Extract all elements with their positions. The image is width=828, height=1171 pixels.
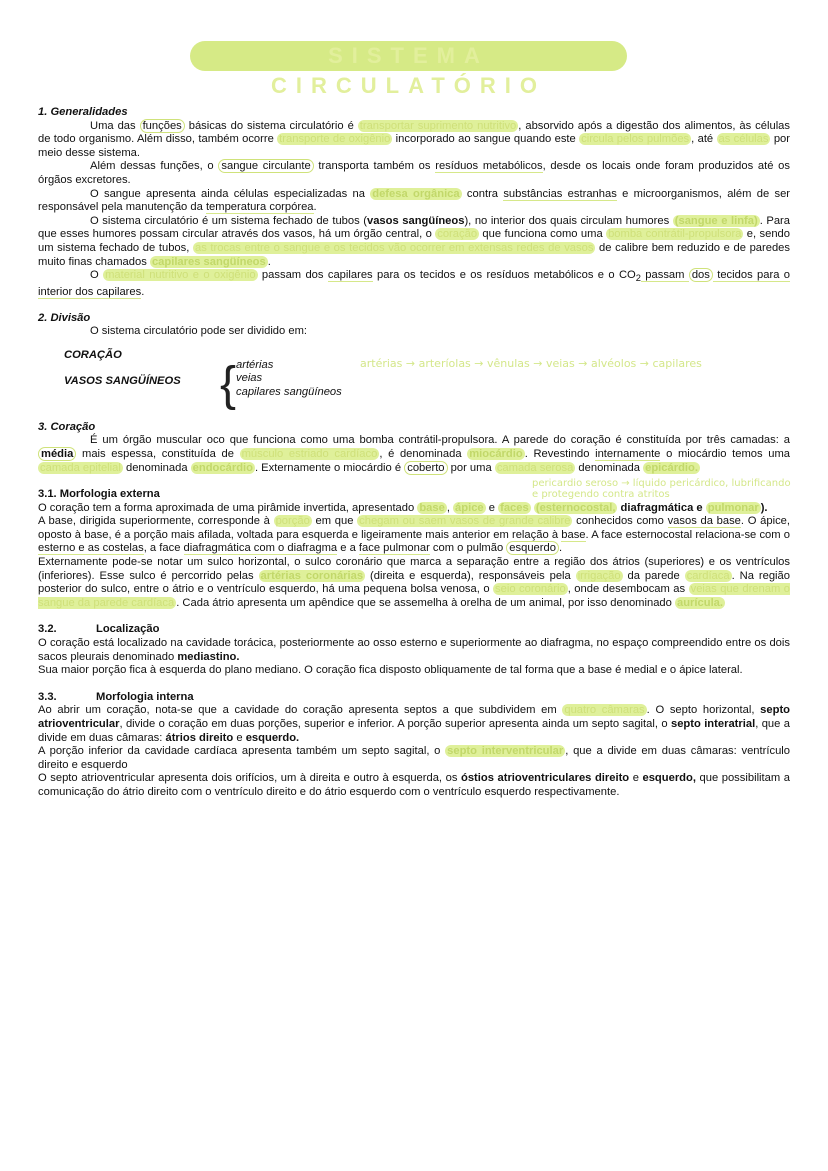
paragraph: O sistema circulatório pode ser dividido em: — [90, 325, 308, 338]
paragraph: O coração tem a forma aproximada de uma pirâmide invertida, apresentado base , ápice e faces (esternocostal, diafragmática e pulmonar ). — [38, 501, 768, 514]
section-heading-coracao: 3. Coração — [38, 420, 96, 433]
section-heading-divisao: 2. Divisão — [38, 311, 91, 324]
division-item: VASOS SANGÜÍNEOS — [64, 374, 181, 387]
vessel-list: artérias veias capilares sangüíneos — [236, 358, 342, 398]
document-title: SISTEMA CIRCULATÓRIO — [190, 41, 627, 71]
paragraph: O coração está localizado na cavidade torácica, posteriormente ao osso esterno e superiormente ao diafragma, no espaço compreendido entre os dois sacos pleurais denominado mediastino. — [38, 637, 790, 663]
paragraph: A base, dirigida superiormente, corresponde à porção em que chegam ou saem vasos de grande calibre conhecidos como vasos da base. O ápice, oposto à base, é a porção mais afilada, voltada para esquerda e ligeiramente mais anterior em relação à base. A face esternocostal relaciona-se com o esterno e as costelas, a face diafragmática com o diafragma e a face pulmonar com o pulmão esquerdo . — [38, 515, 791, 555]
paragraph: A porção inferior da cavidade cardíaca apresenta também um septo sagital, o septo interventricular , que a divide em duas câmaras: ventrículo direito e esquerdo — [38, 745, 790, 771]
paragraph: Uma das funções básicas do sistema circulatório é transportar suprimento nutritivo , absorvido após a digestão dos alimentos, às células de todo organismo. Além disso, também ocorre transporte de oxigênio incorporado ao sangue quando este circula pelos pulmões , até as células por meio desse sistema. — [38, 119, 791, 159]
paragraph: Sua maior porção fica à esquerda do plano mediano. O coração fica disposto obliquamente de tal forma que a base é medial e o ápice lateral. — [38, 664, 743, 677]
brace-icon: { — [220, 357, 237, 411]
paragraph: Ao abrir um coração, nota-se que a cavidade do coração apresenta septos a que subdividem em quatro câmaras . O septo horizontal, septo atrioventricular, divide o coração em duas porções, superior e inferior. A porção superior apresenta ainda um septo sagital, o septo interatrial, que a divide em duas câmaras: átrios direito e esquerdo. — [38, 704, 791, 744]
division-item: CORAÇÃO — [64, 348, 122, 361]
paragraph: Externamente pode-se notar um sulco horizontal, o sulco coronário que marca a separação entre a região dos átrios (superiores) e os ventrículos (inferiores). Esse sulco é percorrido pelas artérias coronárias (direita e esquerda), responsáveis pela irrigação da parede cardíaca . Na região posterior do sulco, entre o átrio e o ventrículo esquerdo, há uma pequena bolsa venosa, o seio coronário , onde desembocam as veias que drenam o sangue da parede cardíaca . Cada átrio apresenta um apêndice que se assemelha à orelha de um animal, por isso denominado aurícula. — [38, 556, 790, 609]
handwritten-note: artérias → arteríolas → vênulas → veias → alvéolos → capilares — [360, 356, 702, 370]
handwritten-note-pericardio: pericardio seroso → líquido pericárdico, lubrificando e protegendo contra atritos — [532, 478, 791, 500]
paragraph: O sangue apresenta ainda células especializadas na defesa orgânica contra substâncias estranhas e microorganismos, além de ser responsável pela manutenção da temperatura corpórea. — [38, 187, 791, 214]
section-heading-generalidades: 1. Generalidades — [38, 106, 128, 118]
section-heading-morfologia-externa: 3.1. Morfologia externa — [38, 488, 160, 501]
section-heading-localizacao: 3.2. Localização — [38, 623, 160, 636]
document-body — [38, 106, 790, 800]
paragraph: O septo atrioventricular apresenta dois orifícios, um à direita e outro à esquerda, os óstios atrioventriculares direito e esquerdo, que possibilitam a comunicação do átrio direito com o ventrículo direito e do átrio esquerdo com o ventrículo esquerdo respectivamente. — [38, 772, 790, 798]
section-heading-morfologia-interna: 3.3. Morfologia interna — [38, 690, 194, 703]
paragraph: O material nutritivo e o oxigênio passam dos capilares para os tecidos e os resíduos metabólicos e o $CO_2$ passam dos tecidos para o interior dos capilares. — [38, 269, 791, 298]
paragraph: É um órgão muscular oco que funciona como uma bomba contrátil-propulsora. A parede do coração é constituída por três camadas: a média mais espessa, constituída de músculo estriado cardíaco , é denominada miocárdio . Revestindo internamente o miocárdio temos uma camada epitelial denominada endocárdio . Externamente o miocárdio é coberto por uma camada serosa denominada epicárdio. — [40, 434, 790, 474]
division-list — [38, 339, 790, 415]
paragraph: Além dessas funções, o sangue circulante transporta também os resíduos metabólicos, desde os locais onde foram produzidos até os órgãos excretores. — [38, 160, 790, 186]
paragraph: O sistema circulatório é um sistema fechado de tubos (vasos sangüíneos), no interior dos quais circulam humores (sangue e linfa) . Para que esses humores possam circular através dos vasos, há um órgão central, o coração que funciona como uma bomba contrátil-propulsora e, sendo um sistema fechado de tubos, as trocas entre o sangue e os tecidos vão ocorrer em extensas redes de vasos de calibre bem reduzido e de paredes muito finas chamados capilares sangüíneos . — [38, 214, 791, 268]
